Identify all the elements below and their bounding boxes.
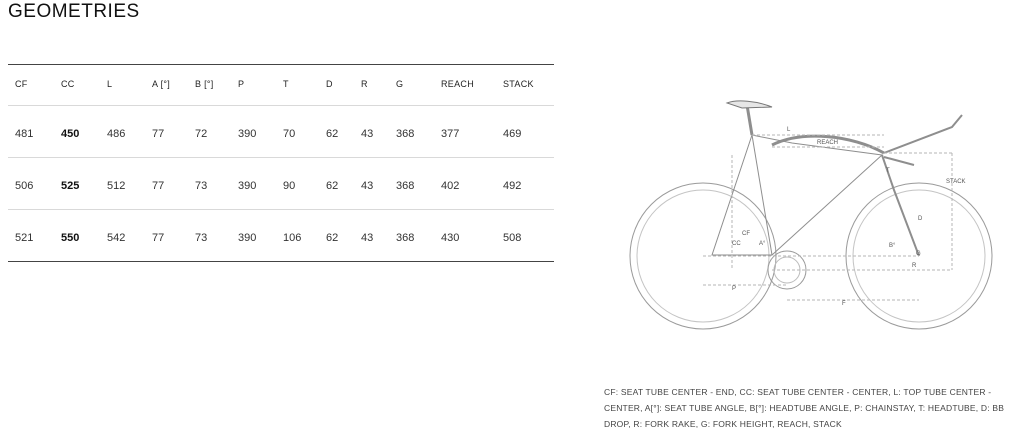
cell-t: 106 [283, 232, 302, 244]
cell-t: 70 [283, 128, 296, 140]
header-stack: STACK [503, 79, 534, 89]
header-r: R [361, 79, 368, 89]
cell-d: 62 [326, 180, 339, 192]
cell-a: 77 [152, 232, 165, 244]
table-row [8, 106, 554, 158]
header-d: D [326, 79, 333, 89]
header-a: A [°] [152, 79, 171, 89]
header-t: T [283, 79, 289, 89]
aero-bars [884, 115, 962, 153]
cell-b: 72 [195, 128, 208, 140]
label-cc: CC [732, 241, 741, 247]
saddle [727, 101, 772, 108]
seatpost [747, 105, 752, 135]
cell-stack: 469 [503, 128, 522, 140]
header-g: G [396, 79, 404, 89]
header-cf: CF [15, 79, 28, 89]
dimension-lines [703, 135, 952, 300]
table-row [8, 158, 554, 210]
geometry-table [8, 64, 554, 262]
label-p: P [732, 286, 737, 292]
cell-p: 390 [238, 232, 257, 244]
cell-d: 62 [326, 128, 339, 140]
cell-g: 368 [396, 128, 415, 140]
cell-r: 43 [361, 180, 374, 192]
table-row [8, 210, 554, 261]
cell-reach: 430 [441, 232, 460, 244]
label-reach: REACH [817, 140, 839, 146]
bike-geometry-diagram [622, 95, 1002, 335]
cell-r: 43 [361, 232, 374, 244]
header-p: P [238, 79, 245, 89]
label-g: G [916, 251, 921, 257]
cell-reach: 402 [441, 180, 460, 192]
table-header-row [8, 65, 554, 106]
label-t: T [886, 168, 890, 174]
page-title: GEOMETRIES [8, 1, 140, 22]
label-r: R [912, 263, 917, 269]
cell-r: 43 [361, 128, 374, 140]
cell-d: 62 [326, 232, 339, 244]
label-b: B° [889, 243, 896, 249]
header-l: L [107, 79, 113, 89]
cell-cf: 521 [15, 232, 34, 244]
diagram-labels [732, 127, 966, 307]
cell-g: 368 [396, 232, 415, 244]
cell-l: 486 [107, 128, 126, 140]
cell-p: 390 [238, 128, 257, 140]
cell-p: 390 [238, 180, 257, 192]
cell-cf: 481 [15, 128, 34, 140]
cell-cc: 550 [61, 232, 80, 244]
cell-g: 368 [396, 180, 415, 192]
geometry-legend: CF: SEAT TUBE CENTER - END, CC: SEAT TUBE CENTER - CENTER, L: TOP TUBE CENTER - CENTER, A[°]: SEAT TUBE ANGLE, B[°]: HEADTUBE ANGLE, P: CHAINSTAY, T: HEADTUBE, D: BB DROP, R: FORK RAKE, G: FORK HEIGHT, REACH, STACK [604, 387, 1005, 429]
cell-b: 73 [195, 232, 208, 244]
header-b: B [°] [195, 79, 214, 89]
label-stack: STACK [946, 179, 966, 185]
cell-b: 73 [195, 180, 208, 192]
label-d: D [918, 216, 923, 222]
cell-cc: 525 [61, 180, 80, 192]
main-triangle [752, 135, 882, 255]
label-l: L [787, 127, 791, 133]
cell-a: 77 [152, 180, 165, 192]
header-reach: REACH [441, 79, 475, 89]
cell-cc: 450 [61, 128, 80, 140]
bike-drawing [630, 101, 992, 329]
cell-a: 77 [152, 128, 165, 140]
header-cc: CC [61, 79, 75, 89]
label-cf: CF [742, 231, 750, 237]
cell-t: 90 [283, 180, 296, 192]
cell-stack: 492 [503, 180, 522, 192]
cell-stack: 508 [503, 232, 522, 244]
label-f: F [842, 301, 846, 307]
cell-l: 512 [107, 180, 126, 192]
label-a: A° [759, 241, 766, 247]
cell-cf: 506 [15, 180, 34, 192]
cell-l: 542 [107, 232, 126, 244]
cell-reach: 377 [441, 128, 460, 140]
rear-triangle [712, 135, 772, 255]
